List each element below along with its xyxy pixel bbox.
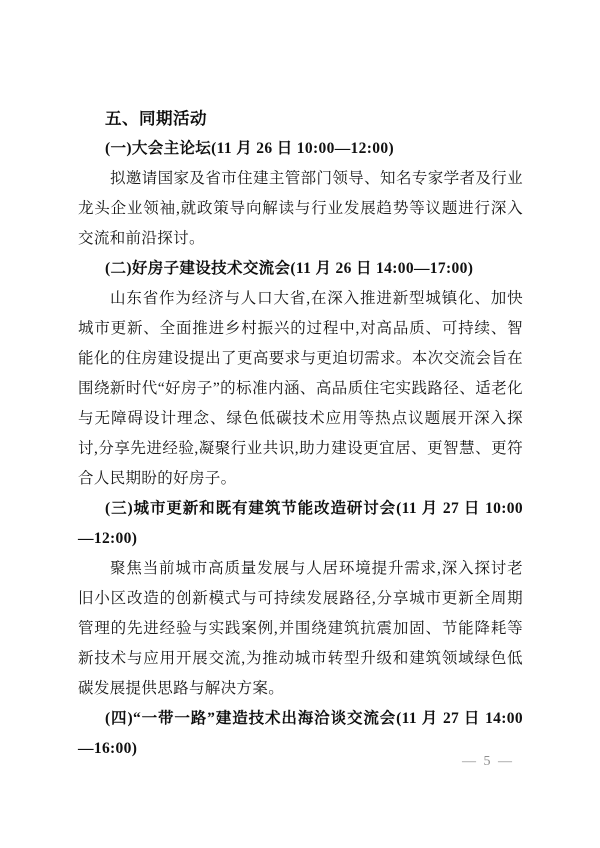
subheading-forum-main: (一)大会主论坛(11 月 26 日 10:00—12:00): [105, 140, 394, 157]
paragraph-housing-exchange: 山东省作为经济与人口大省,在深入推进新型城镇化、加快城市更新、全面推进乡村振兴的过程中,对高品质、可持续、智能化的住房建设提出了更高要求与更迫切需求。本次交流会旨在围绕新时代“好房子”的标准内涵、高品质住宅实践路径、适老化与无障碍设计理念、绿色低碳技术应用等热点议题展开深入探讨,分享先进经验,凝聚行业共识,助力建设更宜居、更智慧、更符合人民期盼的好房子。: [78, 290, 523, 487]
document-body: [78, 104, 523, 764]
paragraph-forum-main: 拟邀请国家及省市住建主管部门领导、知名专家学者及行业龙头企业领袖,就政策导向解读与行业发展趋势等议题进行深入交流和前沿探讨。: [78, 170, 523, 247]
paragraph-urban-renewal-seminar: 聚焦当前城市高质量发展与人居环境提升需求,深入探讨老旧小区改造的创新模式与可持续发展路径,分享城市更新全周期管理的先进经验与实践案例,并围绕建筑抗震加固、节能降耗等新技术与应用开展交流,为推动城市转型升级和建筑领域绿色低碳发展提供思路与解决方案。: [78, 560, 523, 697]
page-number: — 5 —: [462, 754, 514, 769]
subheading-belt-and-road-exchange: (四)“一带一路”建造技术出海洽谈交流会(11 月 27 日 14:00—16:00): [78, 710, 523, 757]
subheading-urban-renewal-seminar: (三)城市更新和既有建筑节能改造研讨会(11 月 27 日 10:00—12:00): [78, 500, 523, 547]
subheading-housing-exchange: (二)好房子建设技术交流会(11 月 26 日 14:00—17:00): [105, 260, 474, 277]
section-heading: 五、同期活动: [105, 110, 207, 128]
